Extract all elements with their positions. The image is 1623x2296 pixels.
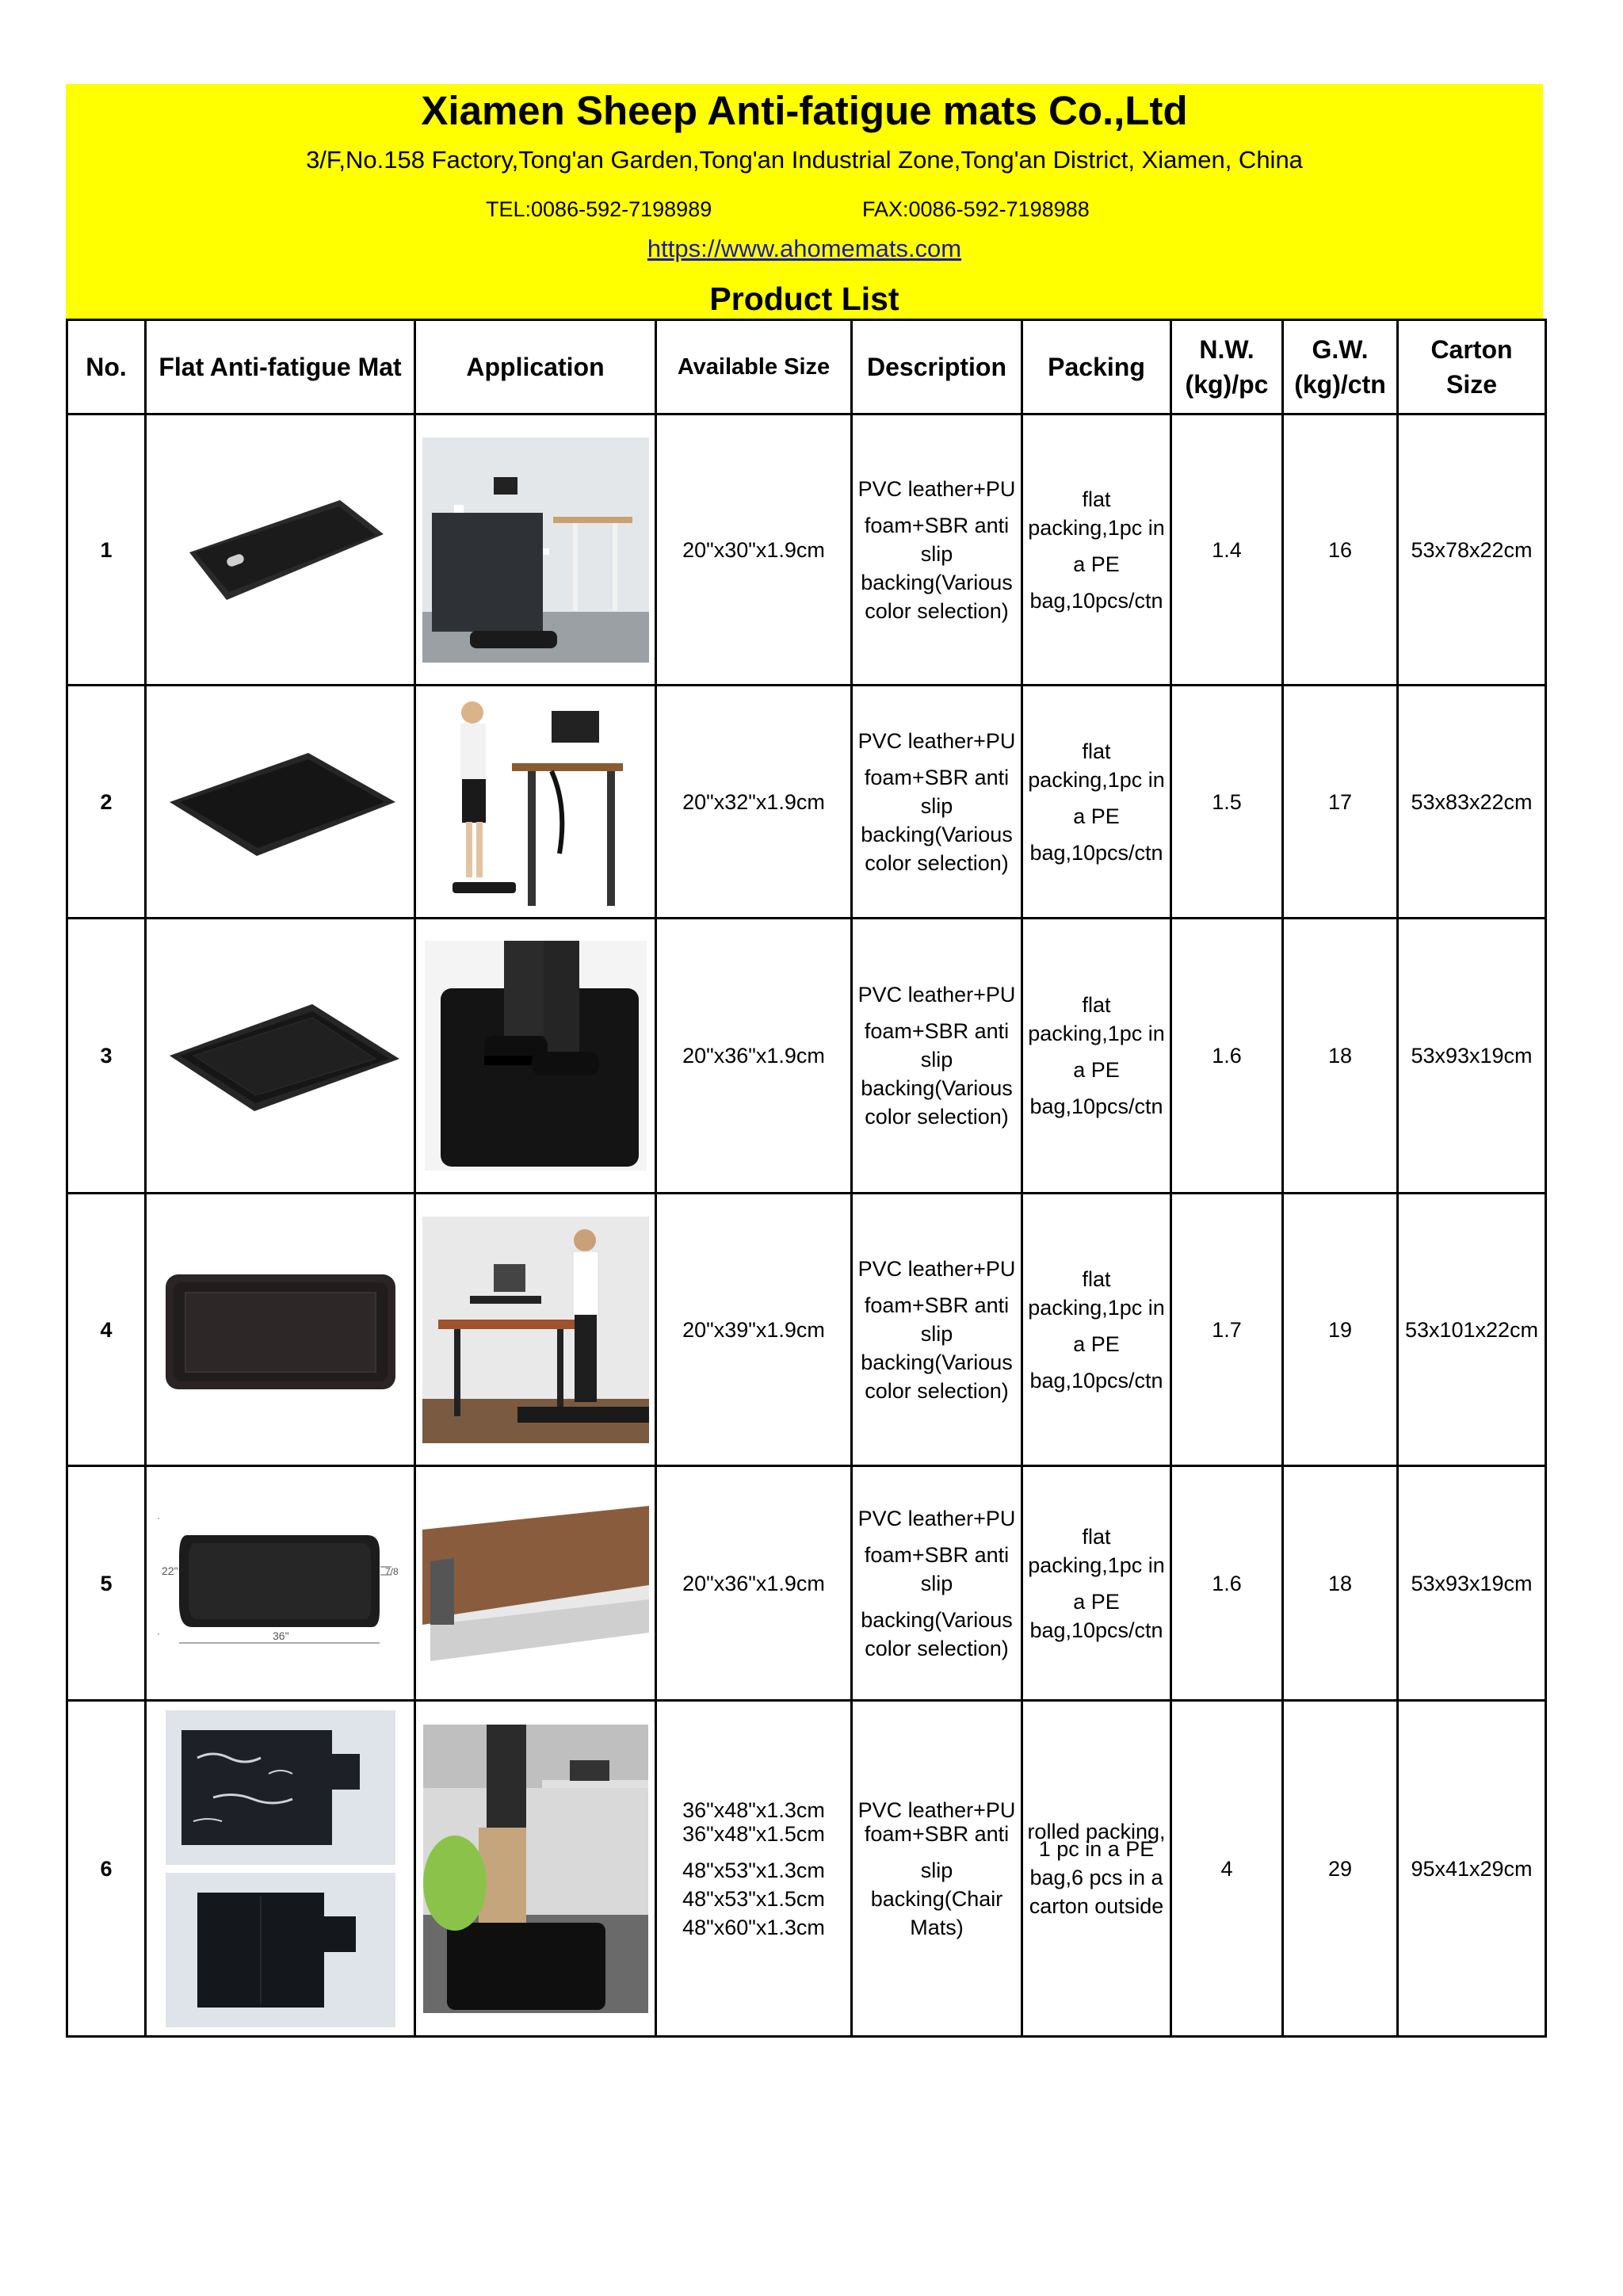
mat-photo bbox=[146, 1194, 415, 1466]
application-image-6 bbox=[423, 1725, 648, 2013]
application-image-2 bbox=[441, 695, 631, 909]
chair-mat-image-black bbox=[166, 1873, 395, 2027]
table-header-row bbox=[67, 320, 1546, 415]
mat-photo bbox=[146, 1466, 415, 1701]
available-size: 20"x30"x1.9cm bbox=[656, 415, 852, 686]
application-photo bbox=[415, 1194, 656, 1466]
mat-image-4 bbox=[158, 1263, 403, 1397]
application-image-5 bbox=[422, 1506, 649, 1661]
gross-weight: 17 bbox=[1283, 686, 1398, 919]
fax-number: FAX:0086-592-7198988 bbox=[862, 197, 1090, 221]
col-nw: N.W. (kg)/pc bbox=[1171, 320, 1283, 415]
row-number: 1 bbox=[67, 415, 146, 686]
mat-photo bbox=[146, 919, 415, 1194]
carton-size: 53x78x22cm bbox=[1398, 415, 1546, 686]
product-table bbox=[66, 319, 1547, 2038]
col-description: Description bbox=[852, 320, 1022, 415]
dim-width: 36" bbox=[272, 1629, 289, 1642]
description: PVC leather+PU foam+SBR anti slip backing(Various color selection) bbox=[852, 686, 1022, 919]
dim-thickness: 7/8 bbox=[384, 1565, 399, 1577]
mat-photo bbox=[146, 415, 415, 686]
net-weight: 1.5 bbox=[1171, 686, 1283, 919]
company-header bbox=[66, 84, 1543, 320]
application-photo bbox=[415, 686, 656, 919]
packing: rolled packing, 1 pc in a PE bag,6 pcs in a carton outside bbox=[1022, 1701, 1171, 2037]
application-photo bbox=[415, 1466, 656, 1701]
gross-weight: 29 bbox=[1283, 1701, 1398, 2037]
available-size: 20"x36"x1.9cm bbox=[656, 1466, 852, 1701]
gross-weight: 18 bbox=[1283, 919, 1398, 1194]
col-no: No. bbox=[67, 320, 146, 415]
col-application: Application bbox=[415, 320, 656, 415]
packing: flat packing,1pc in a PE bag,10pcs/ctn bbox=[1022, 415, 1171, 686]
col-size: Available Size bbox=[656, 320, 852, 415]
carton-size: 53x101x22cm bbox=[1398, 1194, 1546, 1466]
website-link[interactable]: https://www.ahomemats.com bbox=[647, 235, 962, 262]
description: PVC leather+PU foam+SBR anti slip backing(Various color selection) bbox=[852, 919, 1022, 1194]
telephone: TEL:0086-592-7198989 bbox=[486, 197, 712, 221]
svg-text:·: · bbox=[156, 1511, 160, 1523]
dim-height: 22" bbox=[161, 1564, 178, 1577]
table-row bbox=[67, 415, 1546, 686]
net-weight: 1.7 bbox=[1171, 1194, 1283, 1466]
carton-size: 53x93x19cm bbox=[1398, 919, 1546, 1194]
net-weight: 4 bbox=[1171, 1701, 1283, 2037]
col-carton: Carton Size bbox=[1398, 320, 1546, 415]
application-photo bbox=[415, 415, 656, 686]
product-list-title: Product List bbox=[709, 281, 899, 317]
company-name: Xiamen Sheep Anti-fatigue mats Co.,Ltd bbox=[421, 88, 1188, 133]
available-sizes: 36"x48"x1.3cm 36"x48"x1.5cm 48"x53"x1.3cm 48"x53"x1.5cm 48"x60"x1.3cm bbox=[656, 1701, 852, 2037]
table-row bbox=[67, 919, 1546, 1194]
gross-weight: 18 bbox=[1283, 1466, 1398, 1701]
available-size: 20"x36"x1.9cm bbox=[656, 919, 852, 1194]
table-row bbox=[67, 1466, 1546, 1701]
mat-image-2 bbox=[158, 739, 403, 865]
mat-image-3 bbox=[158, 992, 403, 1119]
description: PVC leather+PU foam+SBR anti slip backing(Chair Mats) bbox=[852, 1701, 1022, 2037]
col-mat: Flat Anti-fatigue Mat bbox=[146, 320, 415, 415]
gross-weight: 19 bbox=[1283, 1194, 1398, 1466]
application-image-4 bbox=[422, 1217, 649, 1443]
net-weight: 1.6 bbox=[1171, 919, 1283, 1194]
application-photo bbox=[415, 919, 656, 1194]
application-image-1 bbox=[422, 437, 649, 663]
mat-photo bbox=[146, 1701, 415, 2037]
row-number: 2 bbox=[67, 686, 146, 919]
row-number: 5 bbox=[67, 1466, 146, 1701]
available-size: 20"x32"x1.9cm bbox=[656, 686, 852, 919]
packing: flat packing,1pc in a PE bag,10pcs/ctn bbox=[1022, 1194, 1171, 1466]
company-address: 3/F,No.158 Factory,Tong'an Garden,Tong'an Industrial Zone,Tong'an District, Xiamen, China bbox=[306, 146, 1303, 174]
packing: flat packing,1pc in a PE bag,10pcs/ctn bbox=[1022, 1466, 1171, 1701]
net-weight: 1.6 bbox=[1171, 1466, 1283, 1701]
row-number: 3 bbox=[67, 919, 146, 1194]
website-line bbox=[66, 233, 1543, 265]
row-number: 6 bbox=[67, 1701, 146, 2037]
carton-size: 53x83x22cm bbox=[1398, 686, 1546, 919]
net-weight: 1.4 bbox=[1171, 415, 1283, 686]
packing: flat packing,1pc in a PE bag,10pcs/ctn bbox=[1022, 919, 1171, 1194]
table-row bbox=[67, 1194, 1546, 1466]
packing: flat packing,1pc in a PE bag,10pcs/ctn bbox=[1022, 686, 1171, 919]
application-image-3 bbox=[425, 941, 647, 1171]
col-gw: G.W. (kg)/ctn bbox=[1283, 320, 1398, 415]
col-packing: Packing bbox=[1022, 320, 1171, 415]
mat-image-1 bbox=[162, 483, 399, 617]
description: PVC leather+PU foam+SBR anti slip backing(Various color selection) bbox=[852, 1194, 1022, 1466]
carton-size: 53x93x19cm bbox=[1398, 1466, 1546, 1701]
row-number: 4 bbox=[67, 1194, 146, 1466]
table-row bbox=[67, 1701, 1546, 2037]
svg-text:·: · bbox=[156, 1627, 160, 1639]
carton-size: 95x41x29cm bbox=[1398, 1701, 1546, 2037]
application-photo bbox=[415, 1701, 656, 2037]
description: PVC leather+PU foam+SBR anti slip backing(Various color selection) bbox=[852, 415, 1022, 686]
table-row bbox=[67, 686, 1546, 919]
chair-mat-image-marble bbox=[166, 1710, 395, 1865]
description: PVC leather+PU foam+SBR anti slip backing(Various color selection) bbox=[852, 1466, 1022, 1701]
gross-weight: 16 bbox=[1283, 415, 1398, 686]
available-size: 20"x39"x1.9cm bbox=[656, 1194, 852, 1466]
mat-photo bbox=[146, 686, 415, 919]
mat-image-5 bbox=[154, 1508, 407, 1659]
